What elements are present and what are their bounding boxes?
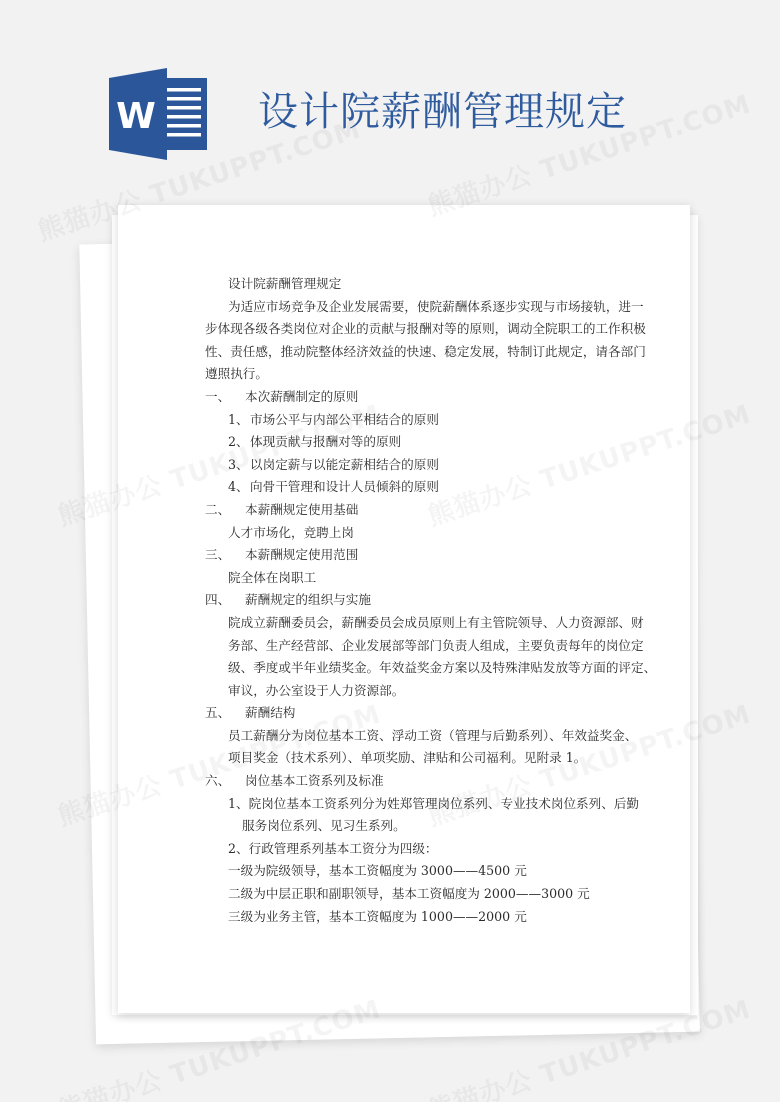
banner-title: 设计院薪酬管理规定	[258, 89, 627, 135]
section-title: 薪酬规定的组织与实施	[245, 592, 371, 608]
section-text: 服务岗位系列、见习生系列。	[242, 818, 406, 834]
section-number: 六、	[205, 773, 231, 789]
list-text: 向骨干管理和设计人员倾斜的原则	[250, 479, 439, 495]
section-number: 四、	[205, 592, 231, 608]
section-text: 员工薪酬分为岗位基本工资、浮动工资（管理与后勤系列）、年效益奖金、	[228, 727, 638, 743]
section-text: 级、季度或半年业绩奖金。年效益奖金方案以及特殊津贴发放等方面的评定、	[228, 660, 657, 676]
intro-line: 遵照执行。	[205, 366, 268, 382]
section-text: 一级为院级领导，基本工资幅度为 3000——4500 元	[228, 863, 527, 879]
list-number: 2、	[228, 434, 249, 450]
section-heading	[205, 386, 605, 409]
section-text: 人才市场化，竞聘上岗	[228, 524, 354, 540]
list-number: 4、	[228, 479, 249, 495]
section-number: 一、	[205, 388, 231, 404]
intro-line: 为适应市场竞争及企业发展需要，使院薪酬体系逐步实现与市场接轨，进一	[228, 298, 644, 314]
section-text: 二级为中层正职和副职领导，基本工资幅度为 2000——3000 元	[228, 886, 590, 902]
list-item	[205, 454, 605, 477]
banner	[0, 0, 780, 200]
section-heading	[205, 770, 605, 793]
list-number: 3、	[228, 456, 249, 472]
section-text: 审议，办公室设于人力资源部。	[228, 682, 405, 698]
section-text: 2、行政管理系列基本工资分为四级：	[228, 840, 438, 856]
section-text: 项目奖金（技术系列）、单项奖励、津贴和公司福利。见附录 1。	[228, 750, 587, 766]
section-heading	[205, 544, 605, 567]
list-text: 体现贡献与报酬对等的原则	[250, 434, 402, 450]
section-text: 三级为业务主管，基本工资幅度为 1000——2000 元	[228, 908, 527, 924]
intro-line: 步体现各级各类岗位对企业的贡献与报酬对等的原则，调动全院职工的工作积极	[205, 321, 646, 337]
section-title: 本薪酬规定使用基础	[245, 501, 359, 517]
section-number: 三、	[205, 547, 231, 563]
section-heading	[205, 589, 605, 612]
svg-text:W: W	[116, 96, 156, 137]
document-page	[118, 205, 690, 1013]
document-title: 设计院薪酬管理规定	[228, 276, 342, 291]
section-title: 本次薪酬制定的原则	[245, 388, 359, 404]
document-body	[205, 273, 657, 928]
section-title: 岗位基本工资系列及标准	[245, 773, 384, 789]
list-item	[205, 476, 605, 499]
section-text: 1、院岗位基本工资系列分为姓郑管理岗位系列、专业技术岗位系列、后勤	[228, 795, 640, 811]
list-number: 1、	[228, 411, 249, 427]
section-heading	[205, 499, 605, 522]
section-text: 院成立薪酬委员会，薪酬委员会成员原则上有主管院领导、人力资源部、财	[228, 614, 644, 630]
section-number: 二、	[205, 501, 231, 517]
section-title: 本薪酬规定使用范围	[245, 547, 359, 563]
intro-line: 性、责任感，推动院整体经济效益的快速、稳定发展，特制订此规定，请各部门	[205, 343, 646, 359]
section-heading	[205, 702, 605, 725]
list-item	[205, 409, 605, 432]
section-text: 务部、生产经营部、企业发展部等部门负责人组成，主要负责每年的岗位定	[228, 637, 644, 653]
list-text: 市场公平与内部公平相结合的原则	[250, 411, 439, 427]
section-number: 五、	[205, 705, 231, 721]
list-text: 以岗定薪与以能定薪相结合的原则	[250, 456, 439, 472]
list-item	[205, 431, 605, 454]
section-title: 薪酬结构	[245, 705, 296, 721]
section-text: 院全体在岗职工	[228, 569, 317, 585]
word-icon	[109, 68, 209, 160]
